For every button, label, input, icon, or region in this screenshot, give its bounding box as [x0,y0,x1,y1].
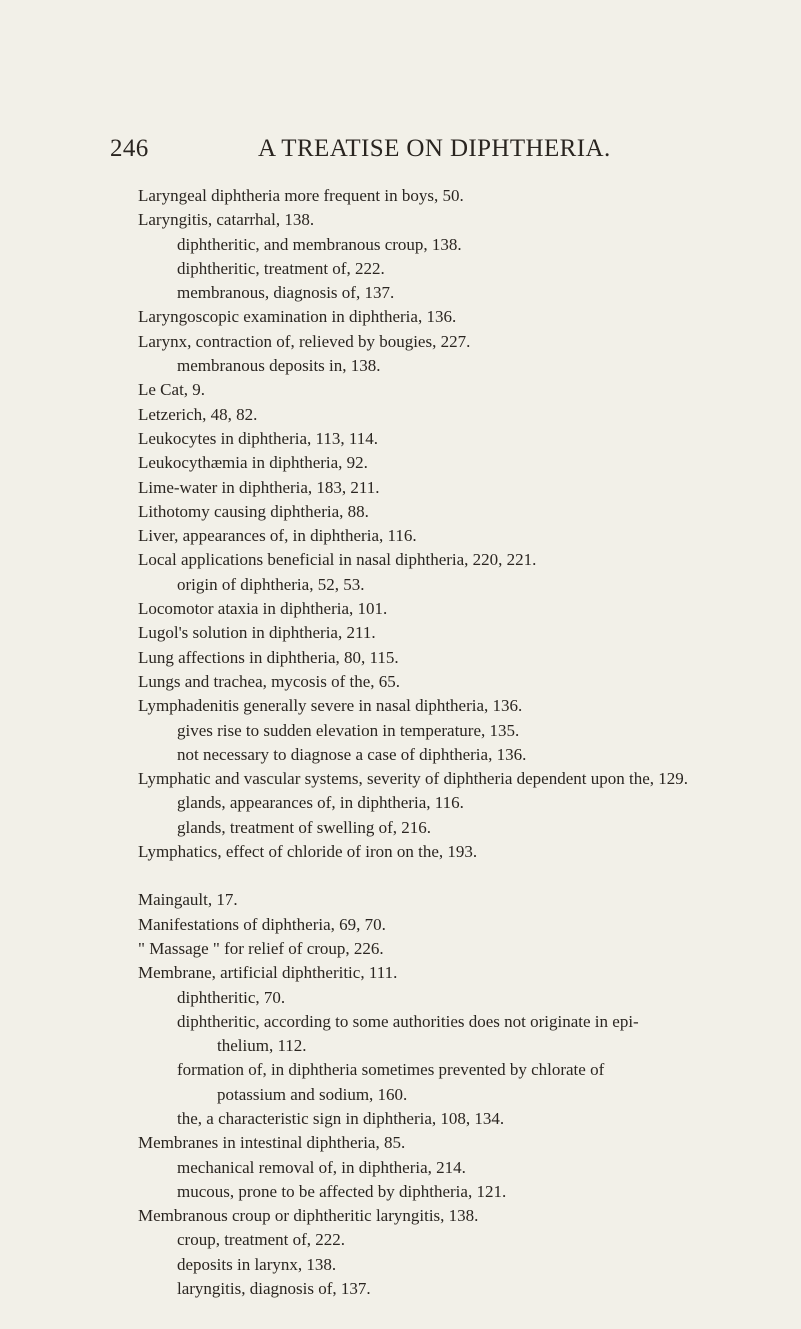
index-entry: Maingault, 17. [138,890,238,910]
index-subentry: mucous, prone to be affected by diphtheria, 121. [177,1181,507,1201]
index-subentry: membranous, diagnosis of, 137. [177,283,395,303]
index-entry: Membranes in intestinal diphtheria, 85. [138,1133,406,1153]
index-entry: Membrane, artificial diphtheritic, 111. [138,963,398,983]
index-subentry: mechanical removal of, in diphtheria, 214. [177,1157,466,1177]
index-entry: Larynx, contraction of, relieved by bougies, 227. [138,331,471,351]
index-subentry: diphtheritic, 70. [177,987,286,1007]
index-entry: Letzerich, 48, 82. [138,404,258,424]
running-header [110,135,730,175]
index-entry: Lung affections in diphtheria, 80, 115. [138,647,399,667]
index-entry: Locomotor ataxia in diphtheria, 101. [138,599,388,619]
index-subentry: formation of, in diphtheria sometimes prevented by chlorate of [177,1060,605,1080]
index-entry: Local applications beneficial in nasal diphtheria, 220, 221. [138,550,537,570]
index-entry: Lymphatic and vascular systems, severity of diphtheria dependent upon the, 129. [138,769,689,789]
index-entry: Leukocythæmia in diphtheria, 92. [138,453,368,473]
index-continuation: potassium and sodium, 160. [217,1084,408,1104]
index-entry: Leukocytes in diphtheria, 113, 114. [138,428,378,448]
index-entry: Laryngitis, catarrhal, 138. [138,210,315,230]
index-subentry: gives rise to sudden elevation in temperature, 135. [177,720,520,740]
index-entry: Lime-water in diphtheria, 183, 211. [138,477,380,497]
index-subentry: diphtheritic, according to some authorities does not originate in epi- [177,1011,639,1031]
index-subentry: membranous deposits in, 138. [177,356,381,376]
index-subentry: glands, treatment of swelling of, 216. [177,817,432,837]
index-entry: Manifestations of diphtheria, 69, 70. [138,914,386,934]
index-subentry: croup, treatment of, 222. [177,1230,346,1250]
index-entry: Lymphadenitis generally severe in nasal diphtheria, 136. [138,696,523,716]
index-subentry: glands, appearances of, in diphtheria, 116. [177,793,464,813]
index-entry: Liver, appearances of, in diphtheria, 116. [138,526,417,546]
index-subentry: the, a characteristic sign in diphtheria, 108, 134. [177,1108,505,1128]
index-subentry: diphtheritic, treatment of, 222. [177,258,385,278]
index-subentry: not necessary to diagnose a case of diphtheria, 136. [177,744,527,764]
index-subentry: deposits in larynx, 138. [177,1254,337,1274]
index-entry: Laryngeal diphtheria more frequent in boys, 50. [138,186,464,205]
index-subentry: laryngitis, diagnosis of, 137. [177,1279,371,1299]
index-entry: Lithotomy causing diphtheria, 88. [138,501,369,521]
index-entry: Membranous croup or diphtheritic laryngitis, 138. [138,1206,479,1226]
page-number: 246 [110,135,149,162]
index-entry: Laryngoscopic examination in diphtheria, 136. [138,307,457,327]
index-entries [0,184,801,1301]
index-entry: Lugol's solution in diphtheria, 211. [138,623,376,643]
index-entry: Lymphatics, effect of chloride of iron on the, 193. [138,842,478,862]
index-subentry: diphtheritic, and membranous croup, 138. [177,234,462,254]
index-subentry: origin of diphtheria, 52, 53. [177,574,365,594]
running-title: A TREATISE ON DIPHTHERIA. [258,135,611,162]
index-entry: Le Cat, 9. [138,380,206,400]
index-entry: " Massage " for relief of croup, 226. [138,938,384,958]
index-continuation: thelium, 112. [217,1036,307,1056]
index-entry: Lungs and trachea, mycosis of the, 65. [138,671,401,691]
